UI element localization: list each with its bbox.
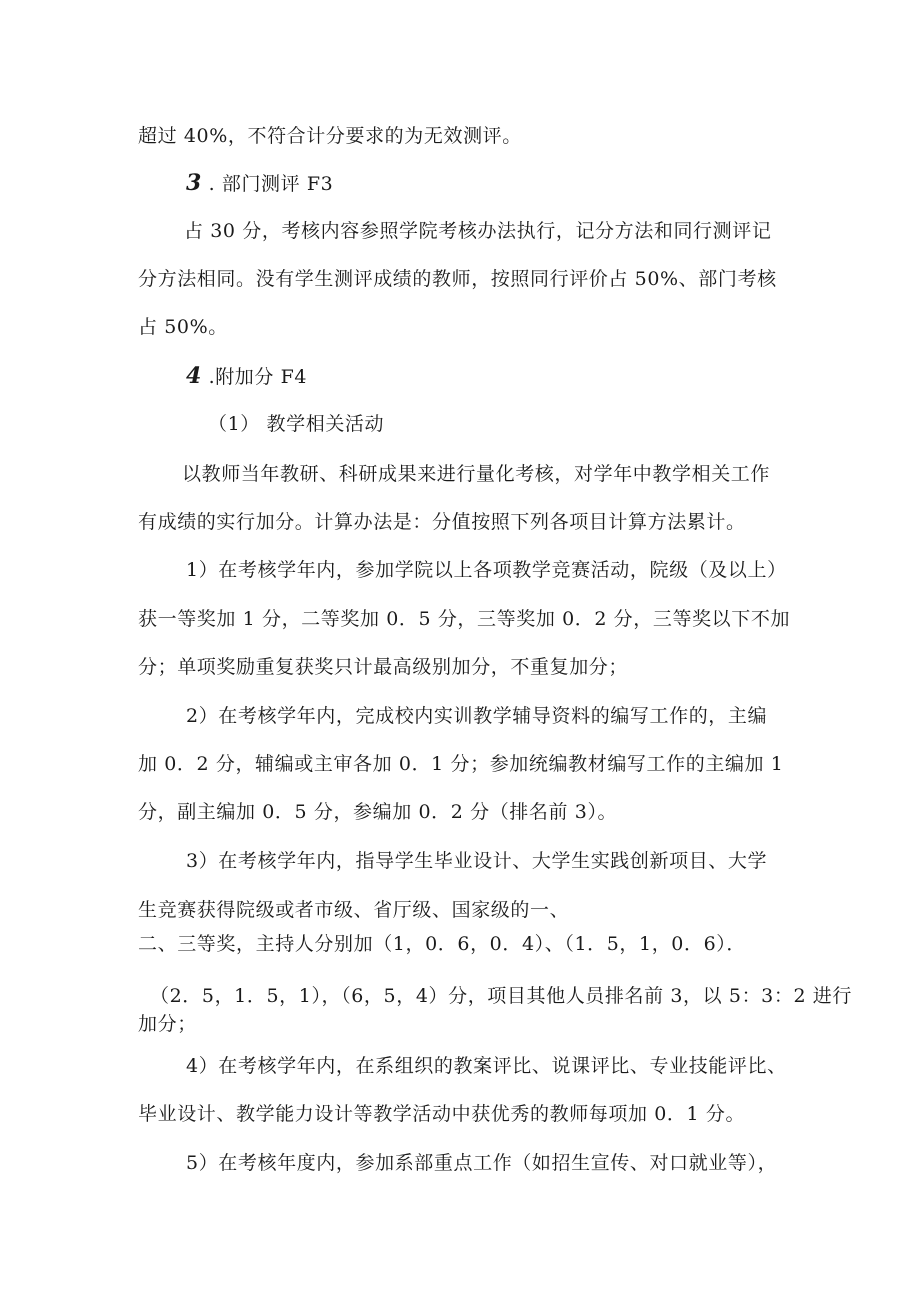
text-line: 5）在考核年度内，参加系部重点工作（如招生宣传、对口就业等）， bbox=[186, 1152, 778, 1174]
text-line: 加 0．2 分，辅编或主审各加 0．1 分；参加统编教材编写工作的主编加 1 bbox=[138, 753, 784, 775]
text-line: （2．5，1．5，1），（6，5，4）分，项目其他人员排名前 3，以 5：3：2 进行 bbox=[150, 985, 852, 1007]
text-line: 毕业设计、教学能力设计等教学活动中获优秀的教师每项加 0．1 分。 bbox=[138, 1103, 746, 1125]
text-line: 有成绩的实行加分。计算办法是：分值按照下列各项目计算方法累计。 bbox=[138, 511, 746, 533]
text-line: 1）在考核学年内，参加学院以上各项教学竞赛活动，院级（及以上） bbox=[186, 559, 787, 581]
section-number: 3 bbox=[186, 170, 202, 196]
text-line: 占 50%。 bbox=[138, 316, 228, 338]
section-title: . 部门测评 F3 bbox=[208, 173, 334, 195]
text-line: 分方法相同。没有学生测评成绩的教师，按照同行评价占 50%、部门考核 bbox=[138, 268, 777, 290]
section-title: .附加分 F4 bbox=[208, 366, 308, 388]
text-line: 加分； bbox=[138, 1013, 197, 1035]
section-number: 4 bbox=[186, 363, 202, 389]
text-line: 2）在考核学年内，完成校内实训教学辅导资料的编写工作的，主编 bbox=[186, 705, 768, 727]
text-line: 分，副主编加 0．5 分，参编加 0．2 分（排名前 3）。 bbox=[138, 801, 618, 823]
text-line: 获一等奖加 1 分，二等奖加 0．5 分，三等奖加 0．2 分，三等奖以下不加 bbox=[138, 608, 791, 630]
section-heading-dept-evaluation bbox=[186, 170, 333, 197]
text-line: 超过 40%，不符合计分要求的为无效测评。 bbox=[138, 125, 522, 147]
subsection-heading: （1） 教学相关活动 bbox=[208, 413, 385, 435]
text-line: 生竞赛获得院级或者市级、省厅级、国家级的一、 bbox=[138, 899, 570, 921]
text-line: 3）在考核学年内，指导学生毕业设计、大学生实践创新项目、大学 bbox=[186, 850, 768, 872]
section-heading-bonus-points bbox=[186, 363, 307, 390]
text-line: 占 30 分，考核内容参照学院考核办法执行，记分方法和同行测评记 bbox=[184, 220, 772, 242]
text-line: 分；单项奖励重复获奖只计最高级别加分，不重复加分； bbox=[138, 656, 629, 678]
text-line: 以教师当年教研、科研成果来进行量化考核，对学年中教学相关工作 bbox=[182, 463, 771, 485]
text-line: 二、三等奖，主持人分别加（1，0．6，0．4）、（1．5，1，0．6）． bbox=[138, 933, 746, 955]
text-line: 4）在考核学年内，在系组织的教案评比、说课评比、专业技能评比、 bbox=[186, 1055, 787, 1077]
